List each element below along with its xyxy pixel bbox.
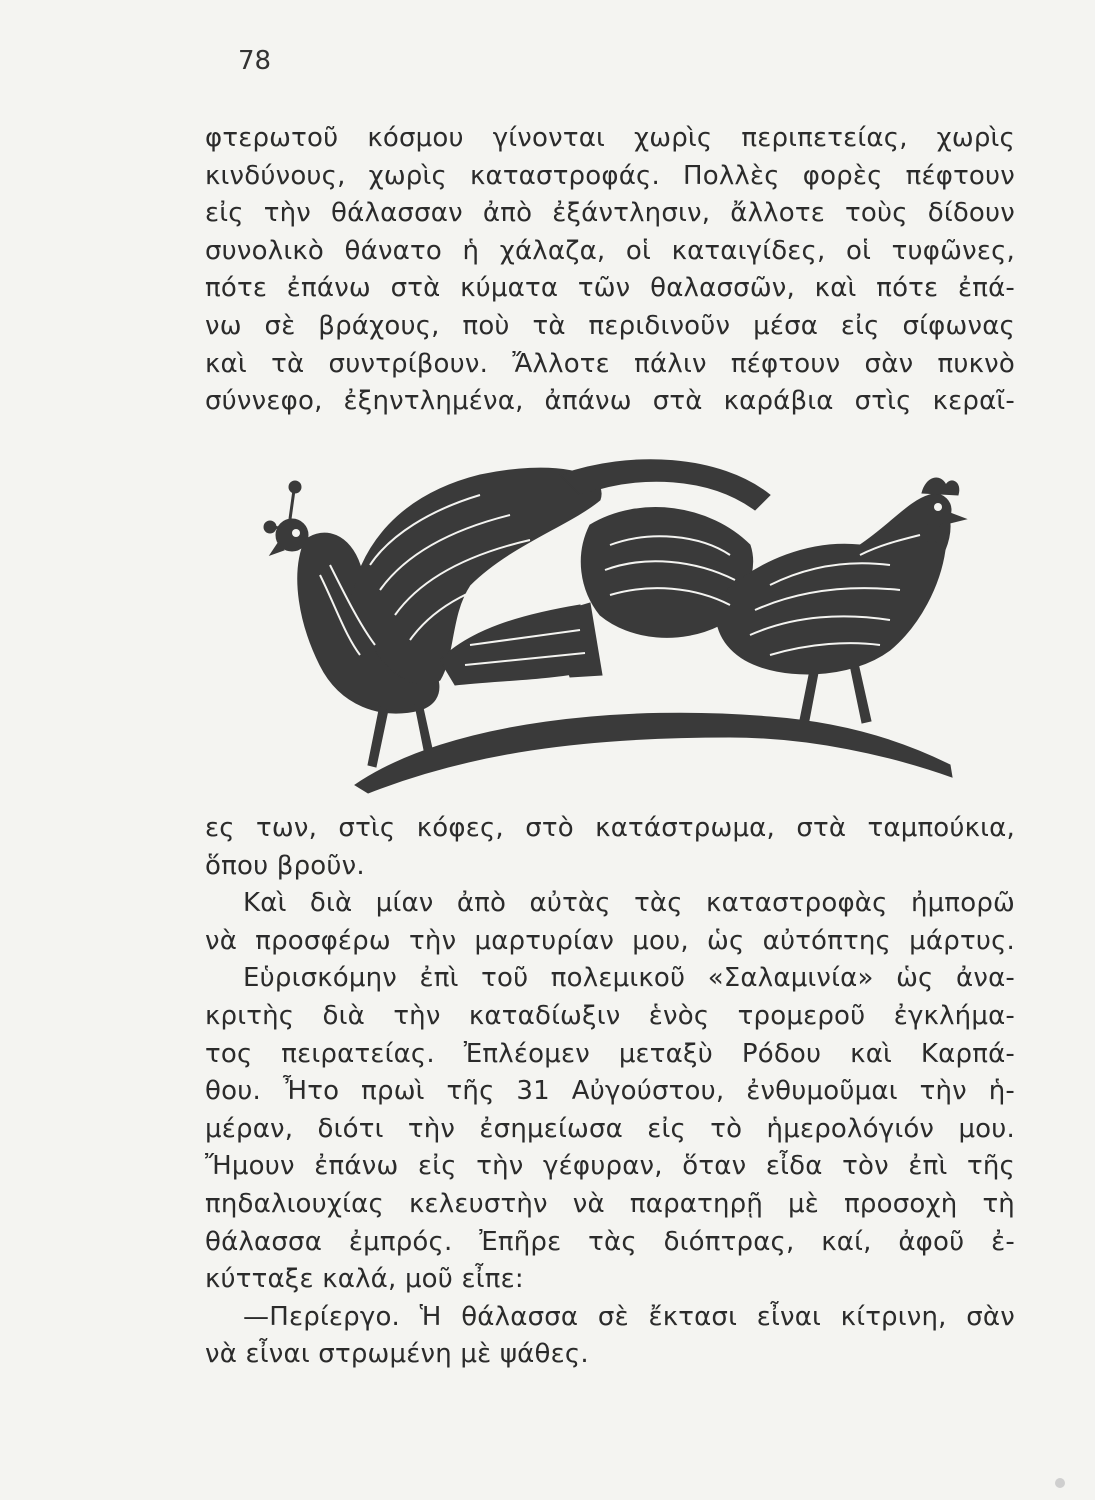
text-line: νω σὲ βράχους, ποὺ τὰ περιδινοῦν μέσα εἰς σίφωνας [205,310,1015,341]
branch [355,713,952,793]
page-number: 78 [238,46,272,76]
hen-head [919,494,951,526]
text-line: συνολικὸ θάνατο ἡ χάλαζα, οἱ καταιγίδες, οἱ τυφῶνες, [205,235,1015,266]
text-line: εἰς τὴν θάλασσαν ἀπὸ ἐξάντλησιν, ἄλλοτε τοὺς δίδουν [205,198,1015,229]
text-line: ες των, στὶς κόφες, στὸ κατάστρωμα, στὰ ταμπούκια, [205,813,1015,843]
text-line: κριτὴς διὰ τὴν καταδίωξιν ἑνὸς τρομεροῦ ἐγκλήμα- [205,1000,1015,1031]
text-block-top [205,120,1015,421]
text-line: κύτταξε καλά, μοῦ εἶπε: [205,1264,524,1295]
text-line: σύννεφο, ἐξηντλημένα, ἀπάνω στὰ καράβια στὶς κεραῖ- [205,386,1015,417]
text-line: —Περίεργο. Ἡ θάλασσα σὲ ἔκτασι εἶναι κίτρινη, σὰν [243,1301,1015,1332]
text-line: πότε ἐπάνω στὰ κύματα τῶν θαλασσῶν, καὶ πότε ἐπά- [205,273,1015,304]
text-line: καὶ τὰ συντρίβουν. Ἄλλοτε πάλιν πέφτουν σὰν πυκνὸ [205,348,1015,379]
text-block-bottom [205,810,1015,1374]
text-line: πηδαλιουχίας κελευστὴν νὰ παρατηρῇ μὲ προσοχὴ τὴ [205,1188,1015,1219]
text-line: θάλασσα ἐμπρός. Ἐπῆρε τὰς διόπτρας, καί, ἀφοῦ ἐ- [205,1226,1015,1257]
text-line: Καὶ διὰ μίαν ἀπὸ αὐτὰς τὰς καταστροφὰς ἠμπορῶ [243,888,1015,919]
text-line: νὰ προσφέρω τὴν μαρτυρίαν μου, ὡς αὐτόπτης μάρτυς. [205,925,1015,956]
text-line: ὅπου βροῦν. [205,850,365,881]
hen-body [716,495,950,674]
text-line: τος πειρατείας. Ἐπλέομεν μεταξὺ Ρόδου καὶ Καρπά- [205,1038,1015,1069]
text-line: Εὑρισκόμην ἐπὶ τοῦ πολεμικοῦ «Σαλαμινία» ὡς ἀνα- [243,963,1015,994]
text-line: κινδύνους, χωρὶς καταστροφάς. Πολλὲς φορὲς πέφτουν [205,160,1015,191]
text-line: θου. Ἦτο πρωὶ τῆς 31 Αὐγούστου, ἐνθυμοῦμαι τὴν ἡ- [205,1076,1015,1107]
text-line: νὰ εἶναι στρωμένη μὲ ψάθες. [205,1339,589,1370]
text-line: μέραν, διότι τὴν ἐσημείωσα εἰς τὸ ἡμερολόγιόν μου. [205,1113,1015,1144]
text-line: Ἤμουν ἐπάνω εἰς τὴν γέφυραν, ὅταν εἶδα τὸν ἐπὶ τῆς [205,1151,1015,1182]
peacock-hen-illustration [250,455,980,795]
text-line: φτερωτοῦ κόσμου γίνονται χωρὶς περιπετείας, χωρὶς [205,123,1015,153]
page-blemish [1055,1478,1065,1488]
